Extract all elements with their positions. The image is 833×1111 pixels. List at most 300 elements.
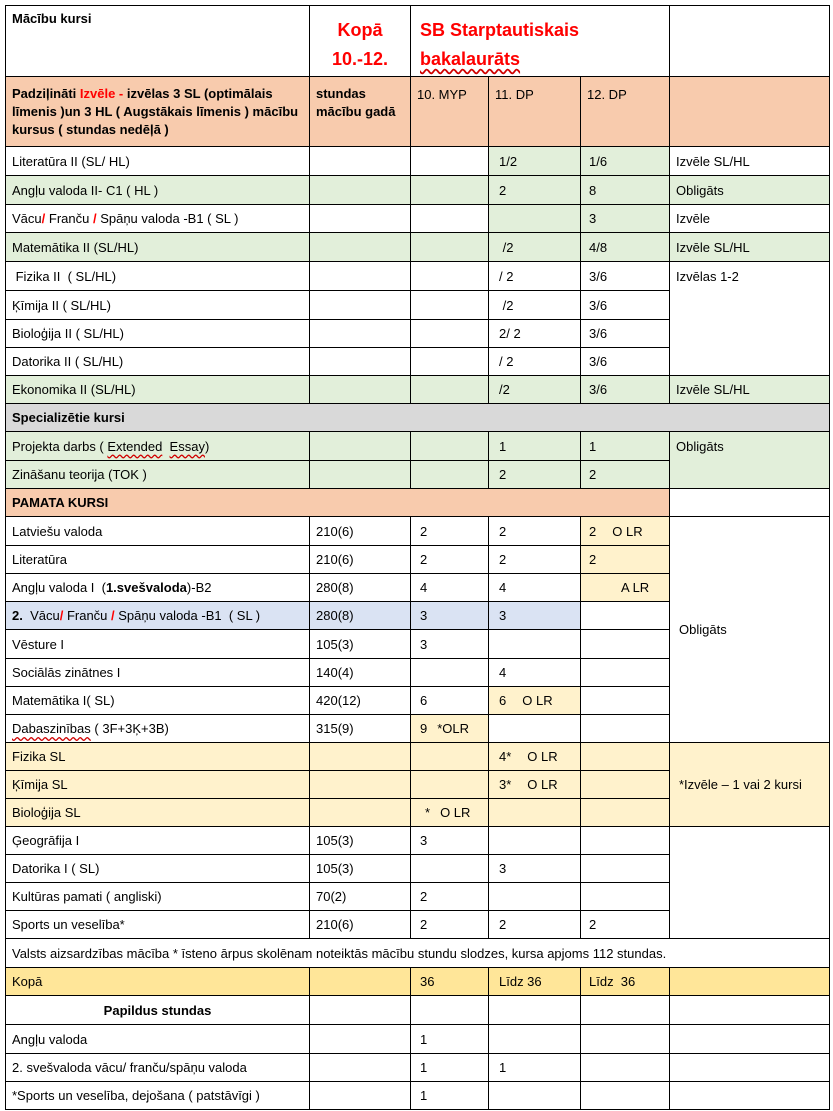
basic-row-label: Literatūra [12,552,67,567]
basic-row-g12 [581,602,670,630]
basic-row-label: Sociālās zinātnes I [12,665,121,680]
basic-row-g10-value: 3 [420,636,428,652]
advanced-row-note-text: Izvēle SL/HL [676,239,750,255]
other-row-hours [310,827,411,855]
other-row-g12 [581,911,670,939]
advanced-header-p1: Padziļināti [12,86,80,101]
header-total-label: Kopā [337,20,383,40]
advanced-row-name [5,320,310,348]
basic-row-name [5,517,310,546]
extra-row-g10-value: 1 [420,1031,428,1047]
advanced-row-g12-value: 8 [589,182,597,198]
advanced-row-g12-value: 3/6 [589,354,608,369]
special-note [670,432,830,489]
basic-row-g11 [489,546,581,574]
advanced-row-label: Ķīmija II ( SL/HL) [12,297,111,313]
advanced-row-name [5,205,310,233]
other-row-label: Ģeogrāfija I [12,833,80,848]
other-row-hours-value: 105(3) [316,861,354,876]
advanced-header-g10-label: 10. MYP [417,87,467,102]
science-row-g11-lr: O LR [527,777,558,792]
extra-row-label: 2. svešvaloda vācu/ franču/spāņu valoda [12,1060,247,1075]
special-row-label: Zināšanu teorija (TOK ) [12,467,147,482]
science-row-label: Ķīmija SL [12,777,68,792]
advanced-row-g11 [489,176,581,205]
basic-row-g12 [581,546,670,574]
total-row-g12 [581,968,670,996]
advanced-row-g10 [411,262,489,291]
extra-row-hours [310,1054,411,1082]
extra-row-g10-value: 1 [420,1088,428,1103]
extra-row-g10 [411,1025,489,1054]
advanced-row-g10 [411,291,489,320]
basic-row-g11-value: 6 [499,693,507,708]
advanced-row-label: Vācu/ Franču / Spāņu valoda -B1 ( SL ) [12,211,239,226]
basic-row-g10-value: 4 [420,580,428,595]
advanced-row-note [670,205,830,233]
basic-row-label: Dabaszinības ( 3F+3Ķ+3B) [12,721,169,736]
science-row-g11 [489,771,581,799]
basic-row-name [5,546,310,574]
other-row-hours-value: 105(3) [316,833,354,848]
total-row-hours [310,968,411,996]
basic-row-name [5,602,310,630]
science-row-label: Bioloģija SL [12,805,81,820]
basic-row-g12-value: 2 [589,552,597,567]
extra-header-g10 [411,996,489,1025]
basic-row-name [5,574,310,602]
science-row-g11 [489,743,581,771]
advanced-row-g12 [581,262,670,291]
advanced-row-g12-value: 3/6 [589,326,608,341]
advanced-row-g11 [489,262,581,291]
advanced-row-g11 [489,320,581,348]
other-row-g12 [581,855,670,883]
basic-note-text: Obligāts [679,622,727,637]
advanced-row-label: Datorika II ( SL/HL) [12,354,124,369]
header-total-grades: 10.-12. [331,49,389,69]
basic-row-g11-value: 3 [499,608,507,623]
basic-row-g12 [581,574,670,602]
advanced-row-g12-value: 3/6 [589,297,608,313]
extra-row-note [670,1025,830,1054]
special-row-hours [310,461,411,489]
advanced-row-label: Matemātika II (SL/HL) [12,239,139,255]
science-row-hours [310,771,411,799]
advanced-row-g12-value: 3/6 [589,382,608,397]
other-row-g10-value: 2 [420,917,428,932]
basic-row-g11 [489,602,581,630]
advanced-row-g10 [411,176,489,205]
basic-row-hours [310,715,411,743]
advanced-row-g12 [581,147,670,176]
advanced-row-g10 [411,376,489,404]
total-g11-value: Līdz 36 [499,974,542,989]
basic-row-g10-value: 2 [420,523,428,539]
advanced-row-g11-value: 1/2 [499,153,518,169]
special-row-g12-value: 1 [589,438,597,454]
other-row-name [5,827,310,855]
basic-row-g11 [489,659,581,687]
basic-row-hours-value: 420(12) [316,693,361,708]
advanced-row-note [670,147,830,176]
science-row-g12 [581,771,670,799]
basic-row-g11-value: 2 [499,523,507,539]
extra-row-g11 [489,1025,581,1054]
other-row-name [5,883,310,911]
basic-row-label: Angļu valoda I (1.svešvaloda)-B2 [12,580,212,595]
advanced-row-g11-value: / 2 [499,268,514,284]
basic-row-name [5,630,310,659]
basic-row-hours [310,546,411,574]
other-row-g11 [489,855,581,883]
advanced-row-hours [310,376,411,404]
special-section-header [5,404,830,432]
advanced-header-g11-label: 11. DP [495,87,534,102]
advanced-row-g12 [581,176,670,205]
advanced-header-hours [310,77,411,147]
special-row-g11 [489,461,581,489]
science-row-g10 [411,799,489,827]
advanced-row-g11 [489,376,581,404]
advanced-row-hours [310,320,411,348]
basic-row-hours-value: 105(3) [316,636,354,652]
advanced-row-g12-value: 1/6 [589,153,608,169]
science-row-hours [310,799,411,827]
advanced-row-g12 [581,320,670,348]
other-row-g10-value: 2 [420,889,428,904]
basic-row-g11-lr: O LR [522,693,553,708]
advanced-row-g11 [489,233,581,262]
advanced-science-note-text: Izvēlas 1-2 [676,269,739,284]
header-ib-line2: bakalaurāts [420,49,521,69]
extra-row-g12 [581,1054,670,1082]
advanced-row-g11-value: /2 [499,239,514,255]
advanced-row-note-text: Izvēle [676,211,710,226]
advanced-row-note-text: Izvēle SL/HL [676,153,750,169]
advanced-row-g11 [489,147,581,176]
advanced-header-g11 [489,77,581,147]
advanced-row-hours [310,348,411,376]
header-subjects [5,5,310,77]
advanced-row-name [5,291,310,320]
extra-section-header [5,996,310,1025]
other-row-g11 [489,883,581,911]
advanced-row-g12-value: 3/6 [589,268,608,284]
advanced-row-note-text: Obligāts [676,182,724,198]
special-row-label: Projekta darbs ( Extended Essay) [12,438,210,454]
basic-row-hours [310,659,411,687]
basic-row-g10-value: 3 [420,608,428,623]
extra-row-hours [310,1025,411,1054]
other-row-hours [310,911,411,939]
advanced-row-g12 [581,376,670,404]
advanced-row-g10 [411,205,489,233]
basic-row-g10 [411,687,489,715]
extra-row-g11 [489,1082,581,1110]
special-row-name [5,461,310,489]
special-row-name [5,432,310,461]
special-section-title: Specializētie kursi [12,410,125,425]
advanced-row-name [5,376,310,404]
basic-row-g12-lr: A LR [621,580,650,595]
science-row-g10-value: * [425,805,431,820]
advanced-row-name [5,262,310,291]
basic-row-g10 [411,659,489,687]
advanced-header-izvele: Izvēle - [79,86,127,101]
advanced-header-hours-label: stundas mācību gadā [316,86,396,119]
advanced-header-g10 [411,77,489,147]
basic-row-name [5,687,310,715]
science-row-g12 [581,799,670,827]
extra-section-title: Papildus stundas [103,1002,212,1018]
extra-row-note [670,1082,830,1110]
extra-row-g12 [581,1025,670,1054]
basic-row-g11 [489,574,581,602]
basic-row-label: Latviešu valoda [12,523,103,539]
basic-row-g10-lr: *OLR [437,721,470,736]
other-row-label: Kultūras pamati ( angliski) [12,889,162,904]
advanced-row-g11 [489,291,581,320]
other-row-g12 [581,827,670,855]
advanced-row-g11-value: / 2 [499,354,514,369]
other-row-hours [310,855,411,883]
basic-row-g10-value: 2 [420,552,428,567]
basic-row-g10 [411,715,489,743]
total-row-g10 [411,968,489,996]
other-row-g12-value: 2 [589,917,597,932]
defense-note [5,939,830,968]
basic-row-label: Matemātika I( SL) [12,693,115,708]
science-row-g11 [489,799,581,827]
other-row-g10 [411,883,489,911]
extra-row-g11 [489,1054,581,1082]
basic-row-g12-lr: O LR [612,523,643,539]
basic-row-g11-value: 2 [499,552,507,567]
basic-row-g10-value: 6 [420,693,428,708]
basic-row-g11 [489,630,581,659]
extra-row-hours [310,1082,411,1110]
extra-header-hours [310,996,411,1025]
basic-row-g10 [411,630,489,659]
advanced-row-note [670,233,830,262]
basic-row-hours-value: 315(9) [316,721,354,736]
other-row-hours-value: 70(2) [316,889,347,904]
other-row-g11 [489,911,581,939]
advanced-row-label: Ekonomika II (SL/HL) [12,382,136,397]
advanced-row-label: Literatūra II (SL/ HL) [12,153,130,169]
extra-row-g10 [411,1082,489,1110]
basic-row-hours-value: 280(8) [316,580,354,595]
science-note-text: *Izvēle – 1 vai 2 kursi [679,777,802,792]
other-row-hours-value: 210(6) [316,917,354,932]
special-note-text: Obligāts [676,439,724,454]
extra-row-g10-value: 1 [420,1060,428,1075]
science-row-g10 [411,743,489,771]
other-row-g10 [411,827,489,855]
basic-row-name [5,715,310,743]
special-row-g10 [411,432,489,461]
header-ib-line1: SB Starptautiskais [420,20,580,40]
science-row-g12 [581,743,670,771]
header-ib [411,5,670,77]
advanced-header-notes [670,77,830,147]
total-row-g11 [489,968,581,996]
advanced-row-g12-value: 4/8 [589,239,608,255]
advanced-row-name [5,348,310,376]
extra-header-g12 [581,996,670,1025]
science-row-name [5,799,310,827]
advanced-row-g10 [411,147,489,176]
special-row-g12 [581,461,670,489]
advanced-science-note [670,262,830,376]
total-label: Kopā [12,974,43,989]
basic-row-g12-value: 2 [589,523,597,539]
other-row-label: Sports un veselība* [12,917,125,932]
special-row-g10 [411,461,489,489]
other-row-g11-value: 2 [499,917,507,932]
advanced-row-note [670,176,830,205]
special-row-g11-value: 2 [499,467,507,482]
basic-row-hours-value: 210(6) [316,523,354,539]
total-g10-value: 36 [420,974,435,989]
basic-row-g12 [581,687,670,715]
science-row-name [5,771,310,799]
other-row-name [5,911,310,939]
basic-section-header-note [670,489,830,517]
advanced-row-label: Bioloģija II ( SL/HL) [12,326,124,341]
advanced-row-g10 [411,233,489,262]
science-row-label: Fizika SL [12,749,66,764]
basic-row-g10 [411,574,489,602]
advanced-row-g10 [411,320,489,348]
basic-row-g12 [581,517,670,546]
advanced-row-hours [310,176,411,205]
advanced-header [5,77,310,147]
advanced-row-hours [310,233,411,262]
science-row-g11-lr: O LR [527,749,558,764]
special-row-g12-value: 2 [589,467,597,482]
advanced-row-note [670,376,830,404]
extra-row-note [670,1054,830,1082]
header-subjects-label: Mācību kursi [12,11,92,26]
header-notes [670,5,830,77]
basic-section-title: PAMATA KURSI [12,495,109,510]
science-row-g11-value: 3* [499,777,512,792]
basic-row-g10 [411,517,489,546]
advanced-row-note-text: Izvēle SL/HL [676,382,750,397]
special-row-g11-value: 1 [499,438,507,454]
basic-row-g11 [489,715,581,743]
advanced-row-name [5,176,310,205]
basic-row-hours [310,574,411,602]
basic-row-g12 [581,659,670,687]
science-row-g10 [411,771,489,799]
advanced-row-name [5,147,310,176]
advanced-row-hours [310,147,411,176]
other-row-g11-value: 3 [499,861,507,876]
basic-row-g11-value: 4 [499,580,507,595]
advanced-row-label: Angļu valoda II- C1 ( HL ) [12,182,159,198]
basic-row-g11 [489,687,581,715]
basic-row-g12 [581,715,670,743]
basic-row-g12 [581,630,670,659]
advanced-row-hours [310,262,411,291]
extra-header-g11 [489,996,581,1025]
defense-note-text: Valsts aizsardzības mācība * īsteno ārpus skolēnam noteiktās mācību stundu slodzes, kursa apjoms 112 stundas. [12,945,667,961]
advanced-header-g12 [581,77,670,147]
advanced-row-name [5,233,310,262]
other-row-g12 [581,883,670,911]
basic-row-hours [310,602,411,630]
special-row-g11 [489,432,581,461]
other-row-g10 [411,855,489,883]
extra-row-g11-value: 1 [499,1060,507,1075]
extra-row-g10 [411,1054,489,1082]
extra-row-name [5,1054,310,1082]
advanced-row-hours [310,291,411,320]
science-row-name [5,743,310,771]
extra-row-name [5,1025,310,1054]
total-row-note [670,968,830,996]
advanced-row-g12 [581,205,670,233]
extra-row-name [5,1082,310,1110]
extra-row-label: *Sports un veselība, dejošana ( patstāvīgi ) [12,1088,260,1103]
basic-row-g10 [411,602,489,630]
other-row-name [5,855,310,883]
science-row-g11-value: 4* [499,749,512,764]
advanced-row-g12 [581,233,670,262]
advanced-row-g12-value: 3 [589,211,597,226]
advanced-header-g12-label: 12. DP [587,87,627,102]
other-row-g10-value: 3 [420,833,428,848]
other-row-label: Datorika I ( SL) [12,861,100,876]
basic-section-header [5,489,670,517]
basic-row-hours [310,630,411,659]
other-row-hours [310,883,411,911]
science-note [670,743,830,827]
advanced-row-hours [310,205,411,233]
other-row-g10 [411,911,489,939]
extra-row-g12 [581,1082,670,1110]
advanced-row-g11 [489,348,581,376]
basic-note [670,517,830,743]
other-note [670,827,830,939]
advanced-row-g12 [581,348,670,376]
science-row-hours [310,743,411,771]
total-g12-value: Līdz 36 [589,974,636,989]
advanced-header-p2: izvēlas 3 SL (optimālais līmenis )un 3 HL ( Augstākais līmenis ) mācību kursus ( stundas nedēļā ) [12,86,299,137]
basic-row-hours [310,687,411,715]
basic-row-g11 [489,517,581,546]
basic-row-name [5,659,310,687]
advanced-row-g11-value: /2 [499,297,514,313]
other-row-g11 [489,827,581,855]
special-row-hours [310,432,411,461]
basic-row-g11-value: 4 [499,665,507,680]
advanced-row-g11 [489,205,581,233]
advanced-row-g11-value: 2 [499,182,507,198]
basic-row-label: 2. Vācu/ Franču / Spāņu valoda -B1 ( SL ) [12,608,261,623]
basic-row-label: Vēsture I [12,636,65,652]
basic-row-g10 [411,546,489,574]
basic-row-hours-value: 280(8) [316,608,354,623]
basic-row-hours [310,517,411,546]
advanced-row-g12 [581,291,670,320]
basic-row-hours-value: 140(4) [316,665,354,680]
basic-row-g10-value: 9 [420,721,428,736]
special-row-g12 [581,432,670,461]
